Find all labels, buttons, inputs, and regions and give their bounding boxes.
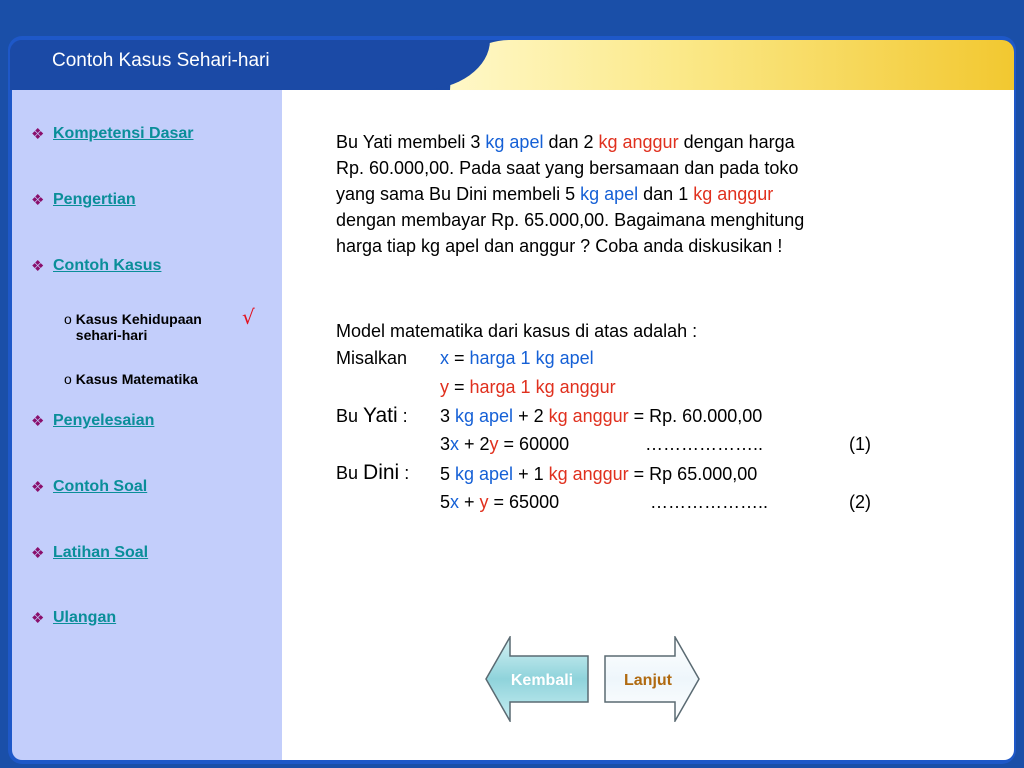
sidebar-link[interactable]: Contoh Soal xyxy=(53,478,148,495)
equation-number-2: (2) xyxy=(849,492,871,512)
next-button[interactable] xyxy=(603,636,703,722)
sidebar-item-kompetensi-dasar[interactable] xyxy=(31,125,194,143)
dini-equation: 5 kg apel + 1 kg anggur = Rp 65.000,00 xyxy=(440,464,758,484)
yati-dots: ……………….. xyxy=(645,434,764,454)
diamond-bullet-icon: ❖ xyxy=(31,479,45,496)
misalkan-label: Misalkan xyxy=(336,348,408,368)
problem-text xyxy=(336,129,936,259)
subitem-label: sehari-hari xyxy=(75,327,148,343)
yati-label: Bu Yati : xyxy=(336,404,408,427)
sidebar-subitem-kasus-matematika[interactable] xyxy=(64,371,198,387)
back-button-label: Kembali xyxy=(510,672,574,689)
subitem-label: Kasus Matematika xyxy=(75,371,198,387)
sub-bullet: o xyxy=(64,311,72,327)
diamond-bullet-icon: ❖ xyxy=(31,126,45,143)
problem-line: yang sama Bu Dini membeli 5 kg apel dan 1 kg anggur xyxy=(336,184,774,204)
page-title: Contoh Kasus Sehari-hari xyxy=(52,50,270,71)
dini-label: Bu Dini : xyxy=(336,461,410,484)
sidebar-item-latihan-soal[interactable] xyxy=(31,544,148,562)
problem-line: Bu Yati membeli 3 kg apel dan 2 kg anggur dengan harga xyxy=(336,132,795,152)
checkmark-icon: √ xyxy=(242,305,255,329)
sidebar-link[interactable]: Kompetensi Dasar xyxy=(53,125,194,142)
dini-dots: ……………….. xyxy=(650,492,769,512)
model-intro: Model matematika dari kasus di atas adalah : xyxy=(336,321,698,341)
problem-line: dengan membayar Rp. 65.000,00. Bagaimana menghitung xyxy=(336,210,805,230)
problem-line: Rp. 60.000,00. Pada saat yang bersamaan dan pada toko xyxy=(336,158,799,178)
sidebar-subitem-kasus-kehidupaan[interactable] xyxy=(64,311,202,343)
sidebar-item-contoh-soal[interactable] xyxy=(31,478,147,496)
subitem-label: Kasus Kehidupaan xyxy=(75,311,202,327)
dini-symbolic: 5x + y = 65000 xyxy=(440,492,560,512)
sidebar-item-contoh-kasus[interactable] xyxy=(31,257,161,275)
sidebar-link[interactable]: Latihan Soal xyxy=(53,544,149,561)
next-button-label: Lanjut xyxy=(624,672,672,689)
sub-bullet: o xyxy=(64,371,72,387)
problem-line: harga tiap kg apel dan anggur ? Coba anda diskusikan ! xyxy=(336,236,783,256)
sidebar-item-pengertian[interactable] xyxy=(31,191,136,209)
x-definition: x = harga 1 kg apel xyxy=(440,348,594,368)
equation-number-1: (1) xyxy=(849,434,871,454)
sidebar-link[interactable]: Penyelesaian xyxy=(53,412,155,429)
diamond-bullet-icon: ❖ xyxy=(31,610,45,627)
sidebar-item-ulangan[interactable] xyxy=(31,609,116,627)
diamond-bullet-icon: ❖ xyxy=(31,545,45,562)
diamond-bullet-icon: ❖ xyxy=(31,413,45,430)
sidebar-link[interactable]: Contoh Kasus xyxy=(53,257,162,274)
sidebar-item-penyelesaian[interactable] xyxy=(31,412,154,430)
sidebar-link[interactable]: Ulangan xyxy=(53,609,117,626)
diamond-bullet-icon: ❖ xyxy=(31,192,45,209)
diamond-bullet-icon: ❖ xyxy=(31,258,45,275)
back-button[interactable] xyxy=(484,636,594,722)
yati-equation: 3 kg apel + 2 kg anggur = Rp. 60.000,00 xyxy=(440,406,763,426)
y-definition: y = harga 1 kg anggur xyxy=(440,377,616,397)
yati-symbolic: 3x + 2y = 60000 xyxy=(440,434,570,454)
sidebar-link[interactable]: Pengertian xyxy=(53,191,136,208)
title-bar-gold-band xyxy=(450,40,1014,90)
